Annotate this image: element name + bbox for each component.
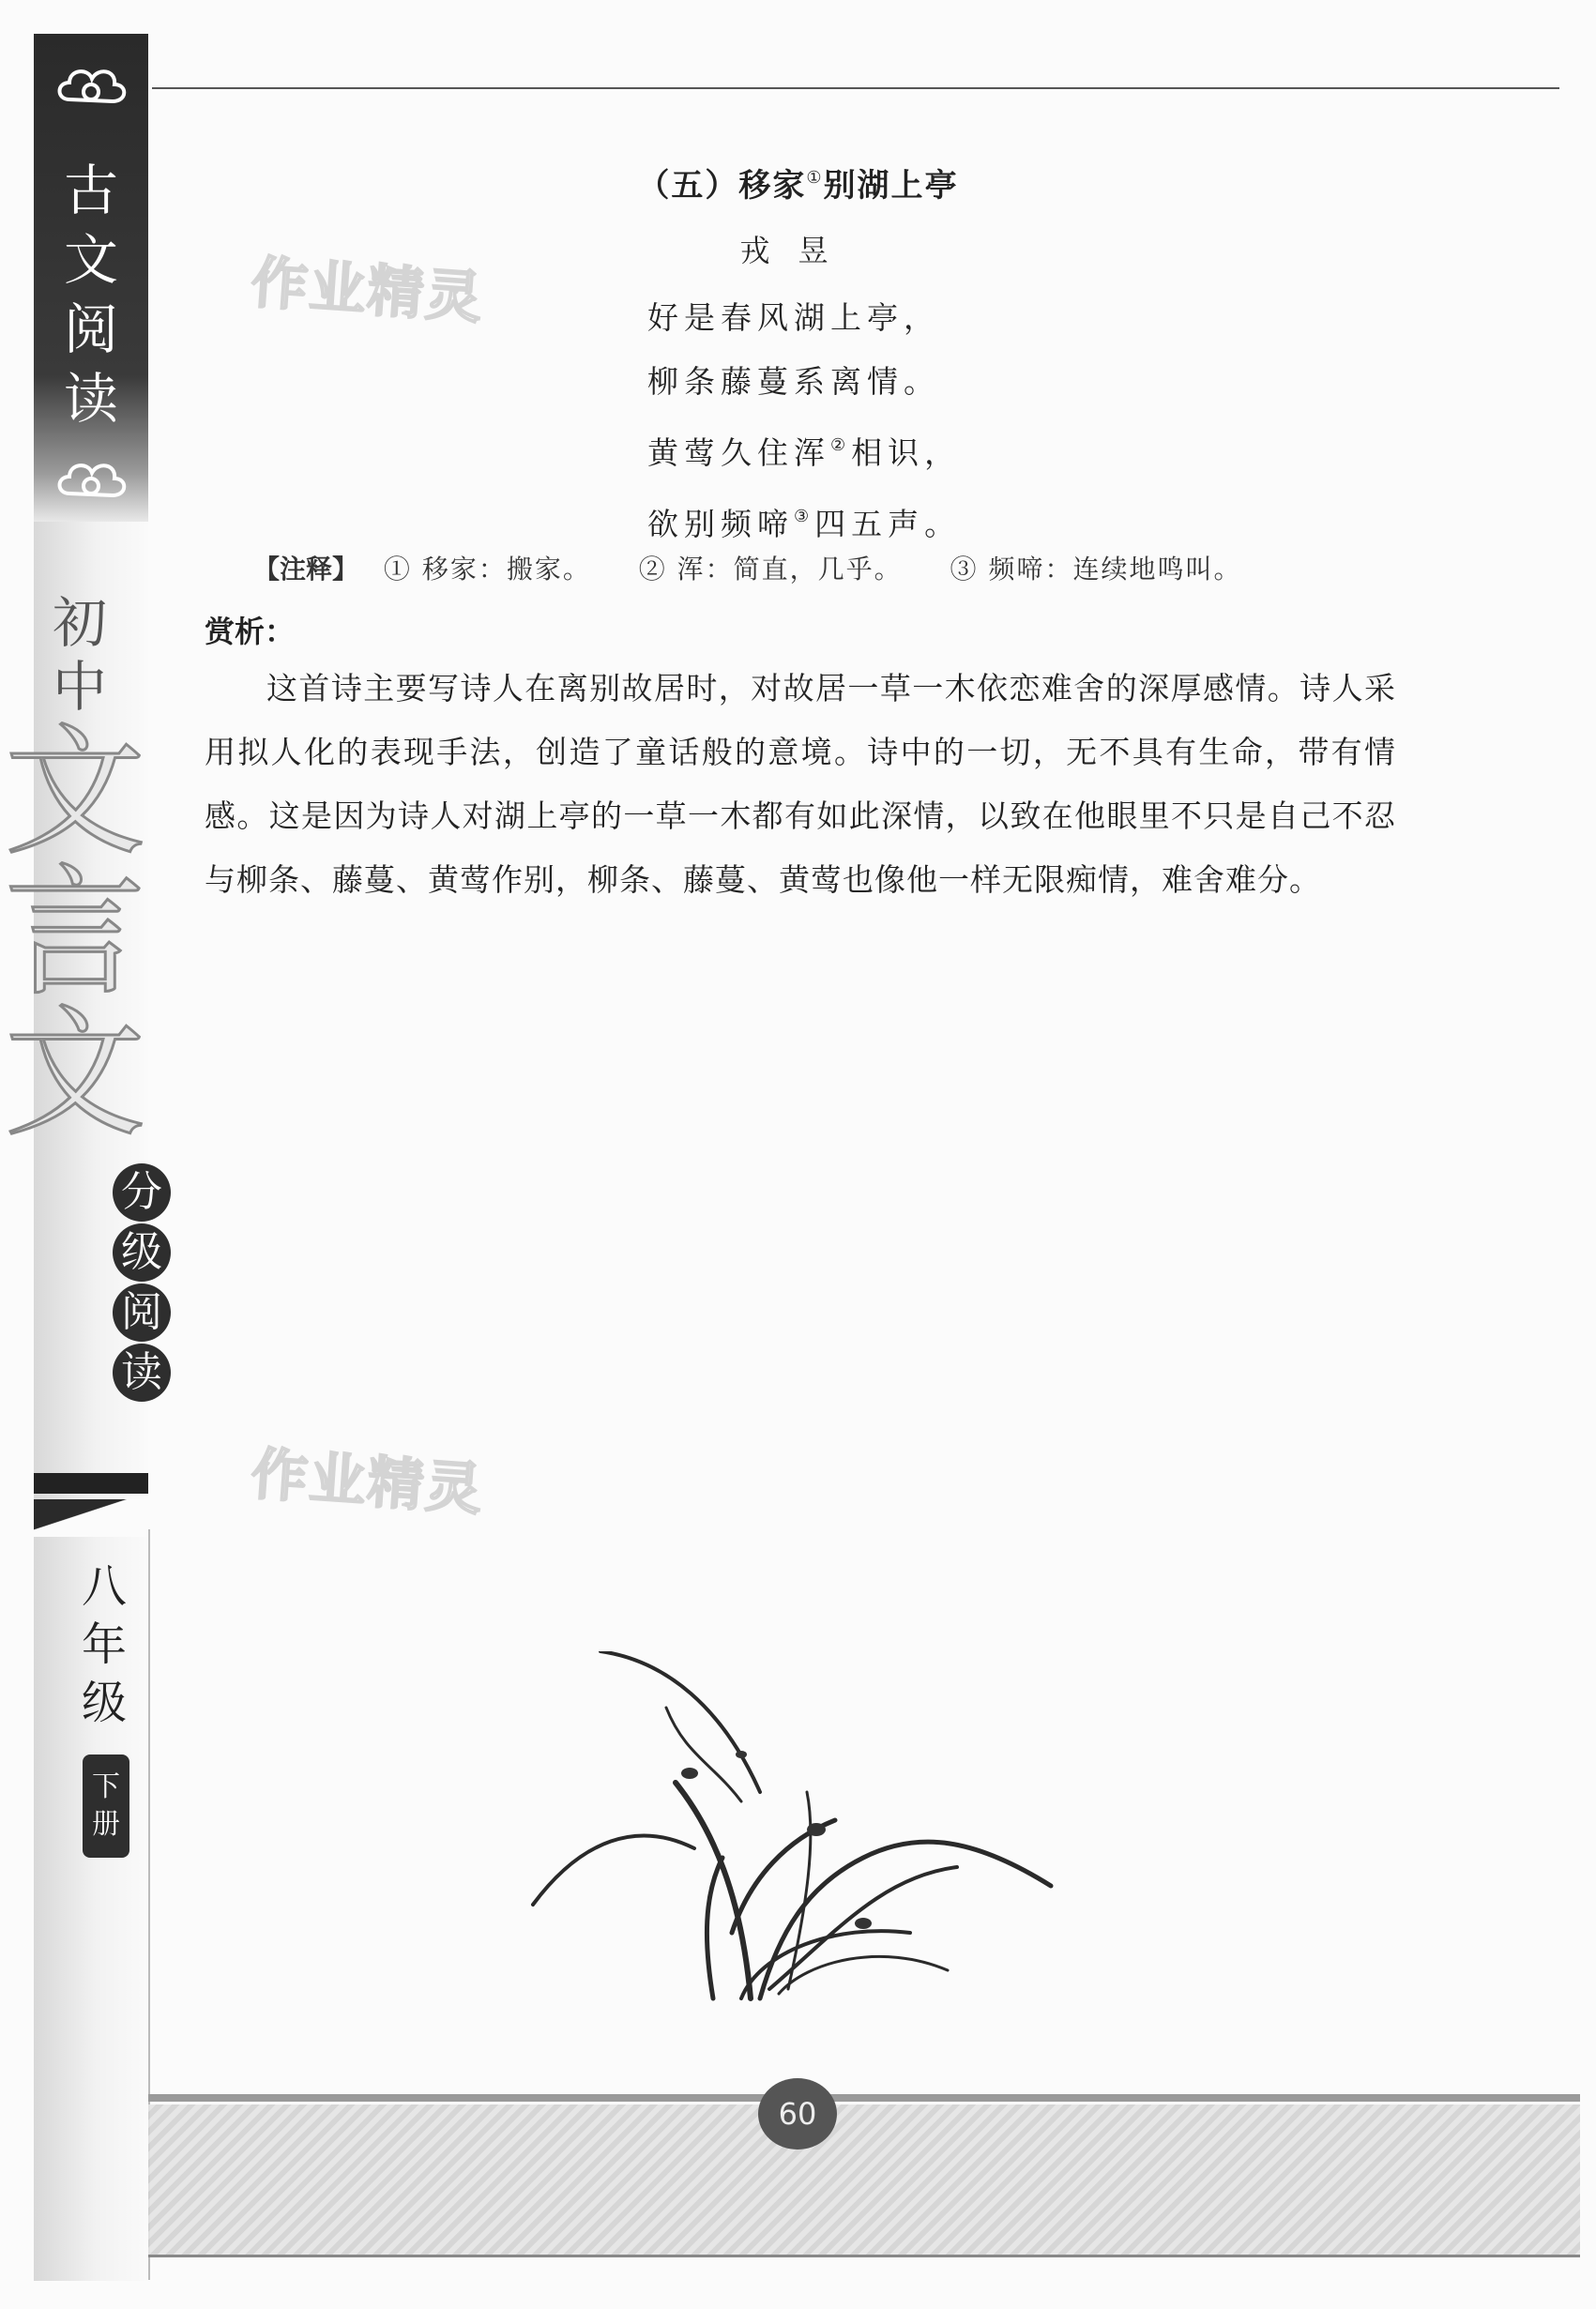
level-char: 中 bbox=[52, 655, 107, 719]
poem-line: 柳条藤蔓系离情。 bbox=[647, 363, 940, 400]
poem-title bbox=[0, 160, 1596, 205]
subject-char: 言 bbox=[4, 852, 145, 1015]
grade-char: 八 bbox=[81, 1560, 127, 1613]
poem-line: 好是春风湖上亭， bbox=[647, 299, 940, 336]
footnote-marker: ③ bbox=[794, 507, 815, 526]
annotation-item: ③ 频啼：连续地鸣叫。 bbox=[950, 554, 1242, 585]
volume-badge bbox=[83, 1755, 129, 1858]
grade-char: 级 bbox=[81, 1677, 127, 1729]
annotation-item: ① 移家：搬家。 bbox=[383, 554, 591, 585]
series-char: 古 bbox=[63, 159, 118, 222]
cloud-icon bbox=[51, 62, 131, 113]
level-label bbox=[38, 591, 122, 719]
volume-char: 册 bbox=[92, 1808, 120, 1841]
annotations bbox=[253, 549, 1473, 586]
poem-text: 欲别频啼 bbox=[647, 506, 794, 542]
grade-char: 年 bbox=[81, 1618, 127, 1671]
watermark: 作业精灵 bbox=[249, 250, 486, 332]
poem-title-text: （五）移家 bbox=[637, 167, 807, 205]
spine-header bbox=[34, 34, 148, 522]
analysis-text: 这首诗主要写诗人在离别故居时，对故居一草一木依恋难舍的深厚感情。诗人采用拟人化的表现手法，创造了童话般的意境。诗中的一切，无不具有生命，带有情感。这是因为诗人对湖上亭的一草一木都有如此深情，以致在他眼里不只是自己不忍与柳条、藤蔓、黄莺作别，柳条、藤蔓、黄莺也像他一样无限痴情，难舍难分。 bbox=[205, 670, 1396, 898]
subtitle-char: 级 bbox=[113, 1223, 171, 1282]
page-number: 60 bbox=[758, 2078, 837, 2149]
orchid-illustration bbox=[525, 1651, 1070, 2017]
subject-char: 文 bbox=[4, 711, 145, 874]
footnote-marker: ① bbox=[806, 168, 824, 188]
level-char: 初 bbox=[52, 591, 107, 655]
subject-label bbox=[0, 711, 150, 1156]
poem-line bbox=[647, 485, 1210, 556]
poem-title-text: 别湖上亭 bbox=[823, 167, 959, 205]
poem-author: 戎昱 bbox=[739, 233, 857, 268]
annotations-label: 【注释】 bbox=[253, 554, 359, 585]
footer-pattern bbox=[148, 2104, 1580, 2255]
grade-label bbox=[71, 1557, 137, 1732]
grade-divider-accent bbox=[34, 1499, 148, 1537]
poem-body bbox=[647, 286, 1210, 556]
footnote-marker: ② bbox=[830, 435, 852, 455]
watermark: 作业精灵 bbox=[249, 1441, 486, 1524]
subtitle-char: 阅 bbox=[113, 1284, 171, 1342]
volume-char: 下 bbox=[92, 1770, 120, 1803]
book-spine bbox=[34, 34, 148, 2281]
series-char: 读 bbox=[63, 367, 118, 431]
subtitle-badges bbox=[109, 1163, 175, 1402]
subtitle-char: 读 bbox=[113, 1344, 171, 1402]
series-char: 文 bbox=[63, 228, 118, 292]
poem-text: 相识， bbox=[851, 434, 962, 471]
poem-text: 黄莺久住浑 bbox=[647, 434, 830, 471]
footer-rule bbox=[148, 2255, 1580, 2257]
analysis-label: 赏析： bbox=[205, 614, 296, 649]
series-char: 阅 bbox=[63, 297, 118, 361]
subject-char: 文 bbox=[4, 993, 145, 1156]
poem-line bbox=[647, 414, 1210, 485]
subtitle-char: 分 bbox=[113, 1163, 171, 1222]
header-rule bbox=[152, 87, 1559, 89]
poem-text: 四五声。 bbox=[814, 506, 962, 542]
footer-rule bbox=[148, 2094, 1580, 2102]
annotation-item: ② 浑：简直，几乎。 bbox=[638, 554, 903, 585]
grade-divider bbox=[34, 1473, 148, 1494]
cloud-icon bbox=[51, 456, 131, 507]
